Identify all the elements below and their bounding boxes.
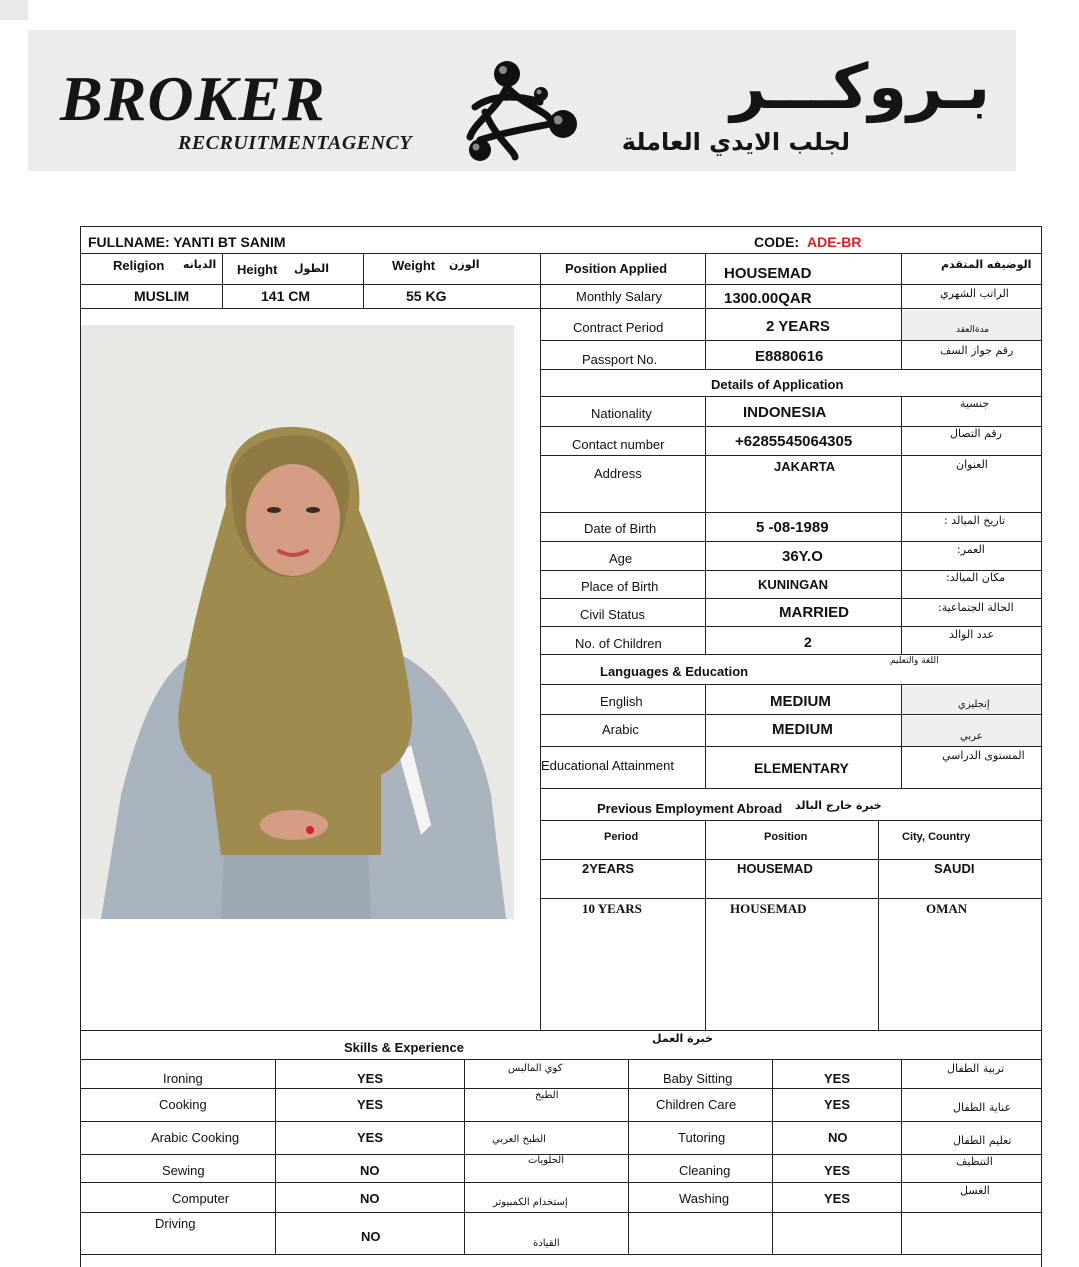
applicant-photo (81, 325, 514, 919)
civil-status-value: MARRIED (779, 604, 849, 621)
skill-ar: الطبخ (535, 1090, 559, 1101)
dob-value: 5 -08-1989 (756, 519, 829, 536)
skill-ar: تعليم الطفال (953, 1134, 1012, 1147)
education-ar: المستوى الدراسي (942, 749, 1025, 762)
brand-subtitle-arabic: لجلب الايدي العاملة (621, 128, 850, 156)
skill-ar: القيادة (533, 1238, 560, 1249)
height-label: Height (237, 262, 278, 277)
skill-value: YES (824, 1097, 851, 1112)
employment-col-location: City, Country (902, 831, 971, 843)
skill-value: YES (357, 1071, 384, 1086)
skill-value: YES (357, 1130, 384, 1145)
pob-label: Place of Birth (581, 579, 659, 594)
skill-label: Cooking (159, 1097, 207, 1112)
skill-label: Arabic Cooking (151, 1130, 240, 1145)
brand-name-arabic: بـروكـــر (730, 50, 990, 123)
skill-label: Cleaning (679, 1163, 731, 1178)
fullname: FULLNAME: YANTI BT SANIM (88, 234, 286, 250)
skill-ar: الحلويات (528, 1155, 565, 1166)
skill-label: Ironing (163, 1071, 203, 1086)
children-label: No. of Children (575, 636, 662, 651)
skill-ar: تربية الطفال (947, 1062, 1005, 1075)
skill-label: Washing (679, 1191, 730, 1206)
address-label: Address (594, 466, 642, 481)
employment-row-position: HOUSEMAD (730, 901, 807, 916)
brand-subtitle: RECRUITMENTAGENCY (178, 132, 413, 154)
contract-period-ar: مدةالعقد (956, 325, 990, 335)
languages-heading: Languages & Education (600, 664, 749, 679)
age-ar: العمر: (957, 543, 985, 556)
age-label: Age (609, 551, 633, 566)
code-value: ADE-BR (807, 234, 862, 250)
english-value: MEDIUM (770, 693, 831, 710)
weight-label: Weight (392, 258, 436, 273)
contact-ar: رقم التصال (950, 427, 1002, 440)
weight-label-ar: الوزن (449, 258, 480, 271)
employment-row-location: SAUDI (934, 861, 975, 876)
position-applied-label: Position Applied (565, 261, 668, 276)
skill-label: Baby Sitting (663, 1071, 733, 1086)
skill-ar: كوي المالبس (508, 1063, 563, 1074)
employment-row-location: OMAN (926, 901, 968, 916)
pob-value: KUNINGAN (758, 577, 829, 592)
arabic-label: Arabic (602, 722, 639, 737)
skill-value: YES (824, 1191, 851, 1206)
languages-heading-ar: اللغة والتعليم (890, 656, 939, 666)
dob-ar: تاريخ الميالد : (944, 514, 1006, 527)
skill-value: NO (361, 1229, 381, 1244)
passport-ar: رقم جواز السف (940, 344, 1014, 357)
brand-name: BROKER (60, 63, 326, 134)
height-value: 141 CM (261, 288, 311, 304)
employment-heading-ar: خبرة خارج البالد (795, 799, 882, 812)
contract-period-label: Contract Period (573, 320, 664, 335)
skill-ar: الطبخ العربي (492, 1134, 546, 1145)
arabic-value: MEDIUM (772, 721, 833, 738)
skill-label: Driving (155, 1216, 196, 1231)
children-ar: عدد الوالد (949, 628, 995, 641)
skill-label: Computer (172, 1191, 230, 1206)
age-value: 36Y.O (782, 548, 823, 565)
employment-row-period: 2YEARS (582, 861, 635, 876)
religion-label: Religion (113, 258, 165, 273)
skills-heading: Skills & Experience (344, 1040, 464, 1055)
education-value: ELEMENTARY (754, 760, 849, 776)
monthly-salary-ar: الراتب الشهري (940, 287, 1009, 300)
religion-label-ar: الديانه (183, 258, 217, 271)
skill-label: Tutoring (678, 1130, 726, 1145)
address-ar: العنوان (956, 458, 988, 471)
religion-value: MUSLIM (134, 288, 190, 304)
skill-value: YES (824, 1071, 851, 1086)
contact-value: +6285545064305 (735, 433, 853, 450)
skills-heading-ar: خبرة العمل (652, 1032, 713, 1045)
dob-label: Date of Birth (584, 521, 657, 536)
nationality-label: Nationality (591, 406, 652, 421)
skill-value: NO (828, 1130, 848, 1145)
nationality-ar: جنسية (960, 397, 990, 410)
employment-col-period: Period (604, 831, 639, 843)
employment-row-position: HOUSEMAD (737, 861, 813, 876)
education-label: Educational Attainment (541, 758, 674, 773)
monthly-salary-label: Monthly Salary (576, 289, 662, 304)
english-ar: إنجليزي (958, 699, 990, 710)
pob-ar: مكان الميالد: (946, 571, 1006, 584)
arabic-ar: عربي (960, 731, 983, 742)
civil-status-label: Civil Status (580, 607, 646, 622)
position-applied-value: HOUSEMAD (724, 265, 812, 282)
english-label: English (600, 694, 643, 709)
address-value: JAKARTA (774, 459, 836, 474)
monthly-salary-value: 1300.00QAR (724, 290, 812, 307)
skill-ar: عناية الطفال (953, 1101, 1012, 1114)
passport-value: E8880616 (755, 348, 824, 365)
details-heading: Details of Application (711, 377, 844, 392)
skill-ar: إستخدام الكمبيوتر (493, 1197, 568, 1208)
nationality-value: INDONESIA (743, 404, 827, 421)
skill-label: Sewing (162, 1163, 205, 1178)
skill-value: YES (824, 1163, 851, 1178)
employment-heading: Previous Employment Abroad (597, 801, 783, 816)
contract-period-value: 2 YEARS (766, 318, 830, 335)
skill-ar: الغسل (960, 1184, 990, 1197)
children-value: 2 (804, 634, 812, 650)
civil-status-ar: الحالة الجتماعية: (938, 601, 1014, 614)
contact-label: Contact number (572, 437, 665, 452)
position-applied-ar: الوضيفه المتقدم (941, 258, 1032, 271)
skill-label: Children Care (656, 1097, 737, 1112)
weight-value: 55 KG (406, 288, 447, 304)
page-corner (0, 0, 28, 20)
employment-col-position: Position (764, 831, 808, 843)
passport-label: Passport No. (582, 352, 658, 367)
skill-value: NO (360, 1191, 380, 1206)
employment-row-period: 10 YEARS (582, 901, 642, 916)
skill-value: NO (360, 1163, 380, 1178)
skill-ar: التنظيف (956, 1155, 993, 1168)
brand-logo-icon (455, 52, 590, 170)
skill-value: YES (357, 1097, 384, 1112)
code-label: CODE: (754, 234, 800, 250)
height-label-ar: الطول (294, 262, 330, 275)
